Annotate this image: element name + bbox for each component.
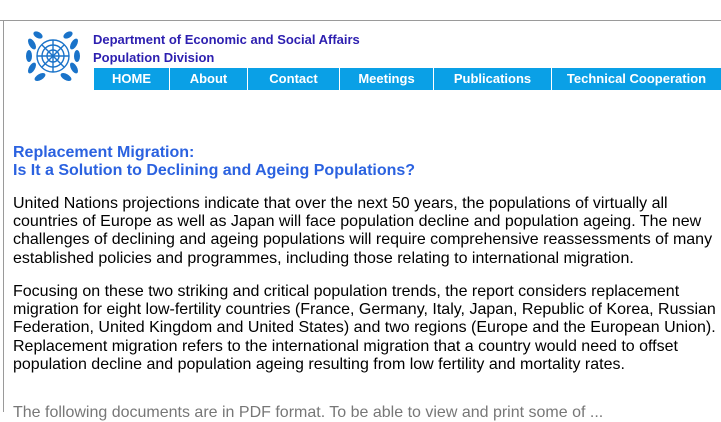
nav-about[interactable]: About [170,68,248,90]
article-title-line1: Replacement Migration: [13,144,195,161]
page-frame-top [0,20,721,21]
division-name: Population Division [93,50,215,65]
article-paragraph-1: United Nations projections indicate that over the next 50 years, the populations of virtually all countries of Europe as well as Japan will face population decline and population ageing. The new challenges of declining and ageing populations will require comprehensive reassessments of many established policies and programmes, including those relating to international migration. [13,195,713,267]
page-frame-left [3,20,4,412]
nav-contact[interactable]: Contact [248,68,340,90]
un-emblem-icon[interactable] [22,30,84,86]
department-name: Department of Economic and Social Affairs [93,32,360,47]
main-nav [94,68,721,90]
article-paragraph-3: The following documents are in PDF format. To be able to view and print some of ... [13,404,604,421]
nav-publications[interactable]: Publications [434,68,552,90]
article-title [13,144,415,180]
nav-home[interactable]: HOME [94,68,170,90]
nav-meetings[interactable]: Meetings [340,68,434,90]
article-paragraph-2: Focusing on these two striking and critical population trends, the report considers replacement migration for eight low-fertility countries (France, Germany, Italy, Japan, Republic of Korea, Russian Federation, United Kingdom and United States) and two regions (Europe and the European Union). Replacement migration refers to the international migration that a country would need to offset population decline and population ageing resulting from low fertility and mortality rates. [13,283,716,373]
nav-technical-cooperation[interactable]: Technical Cooperation [566,71,707,86]
article-title-line2: Is It a Solution to Declining and Ageing Populations? [13,162,416,179]
